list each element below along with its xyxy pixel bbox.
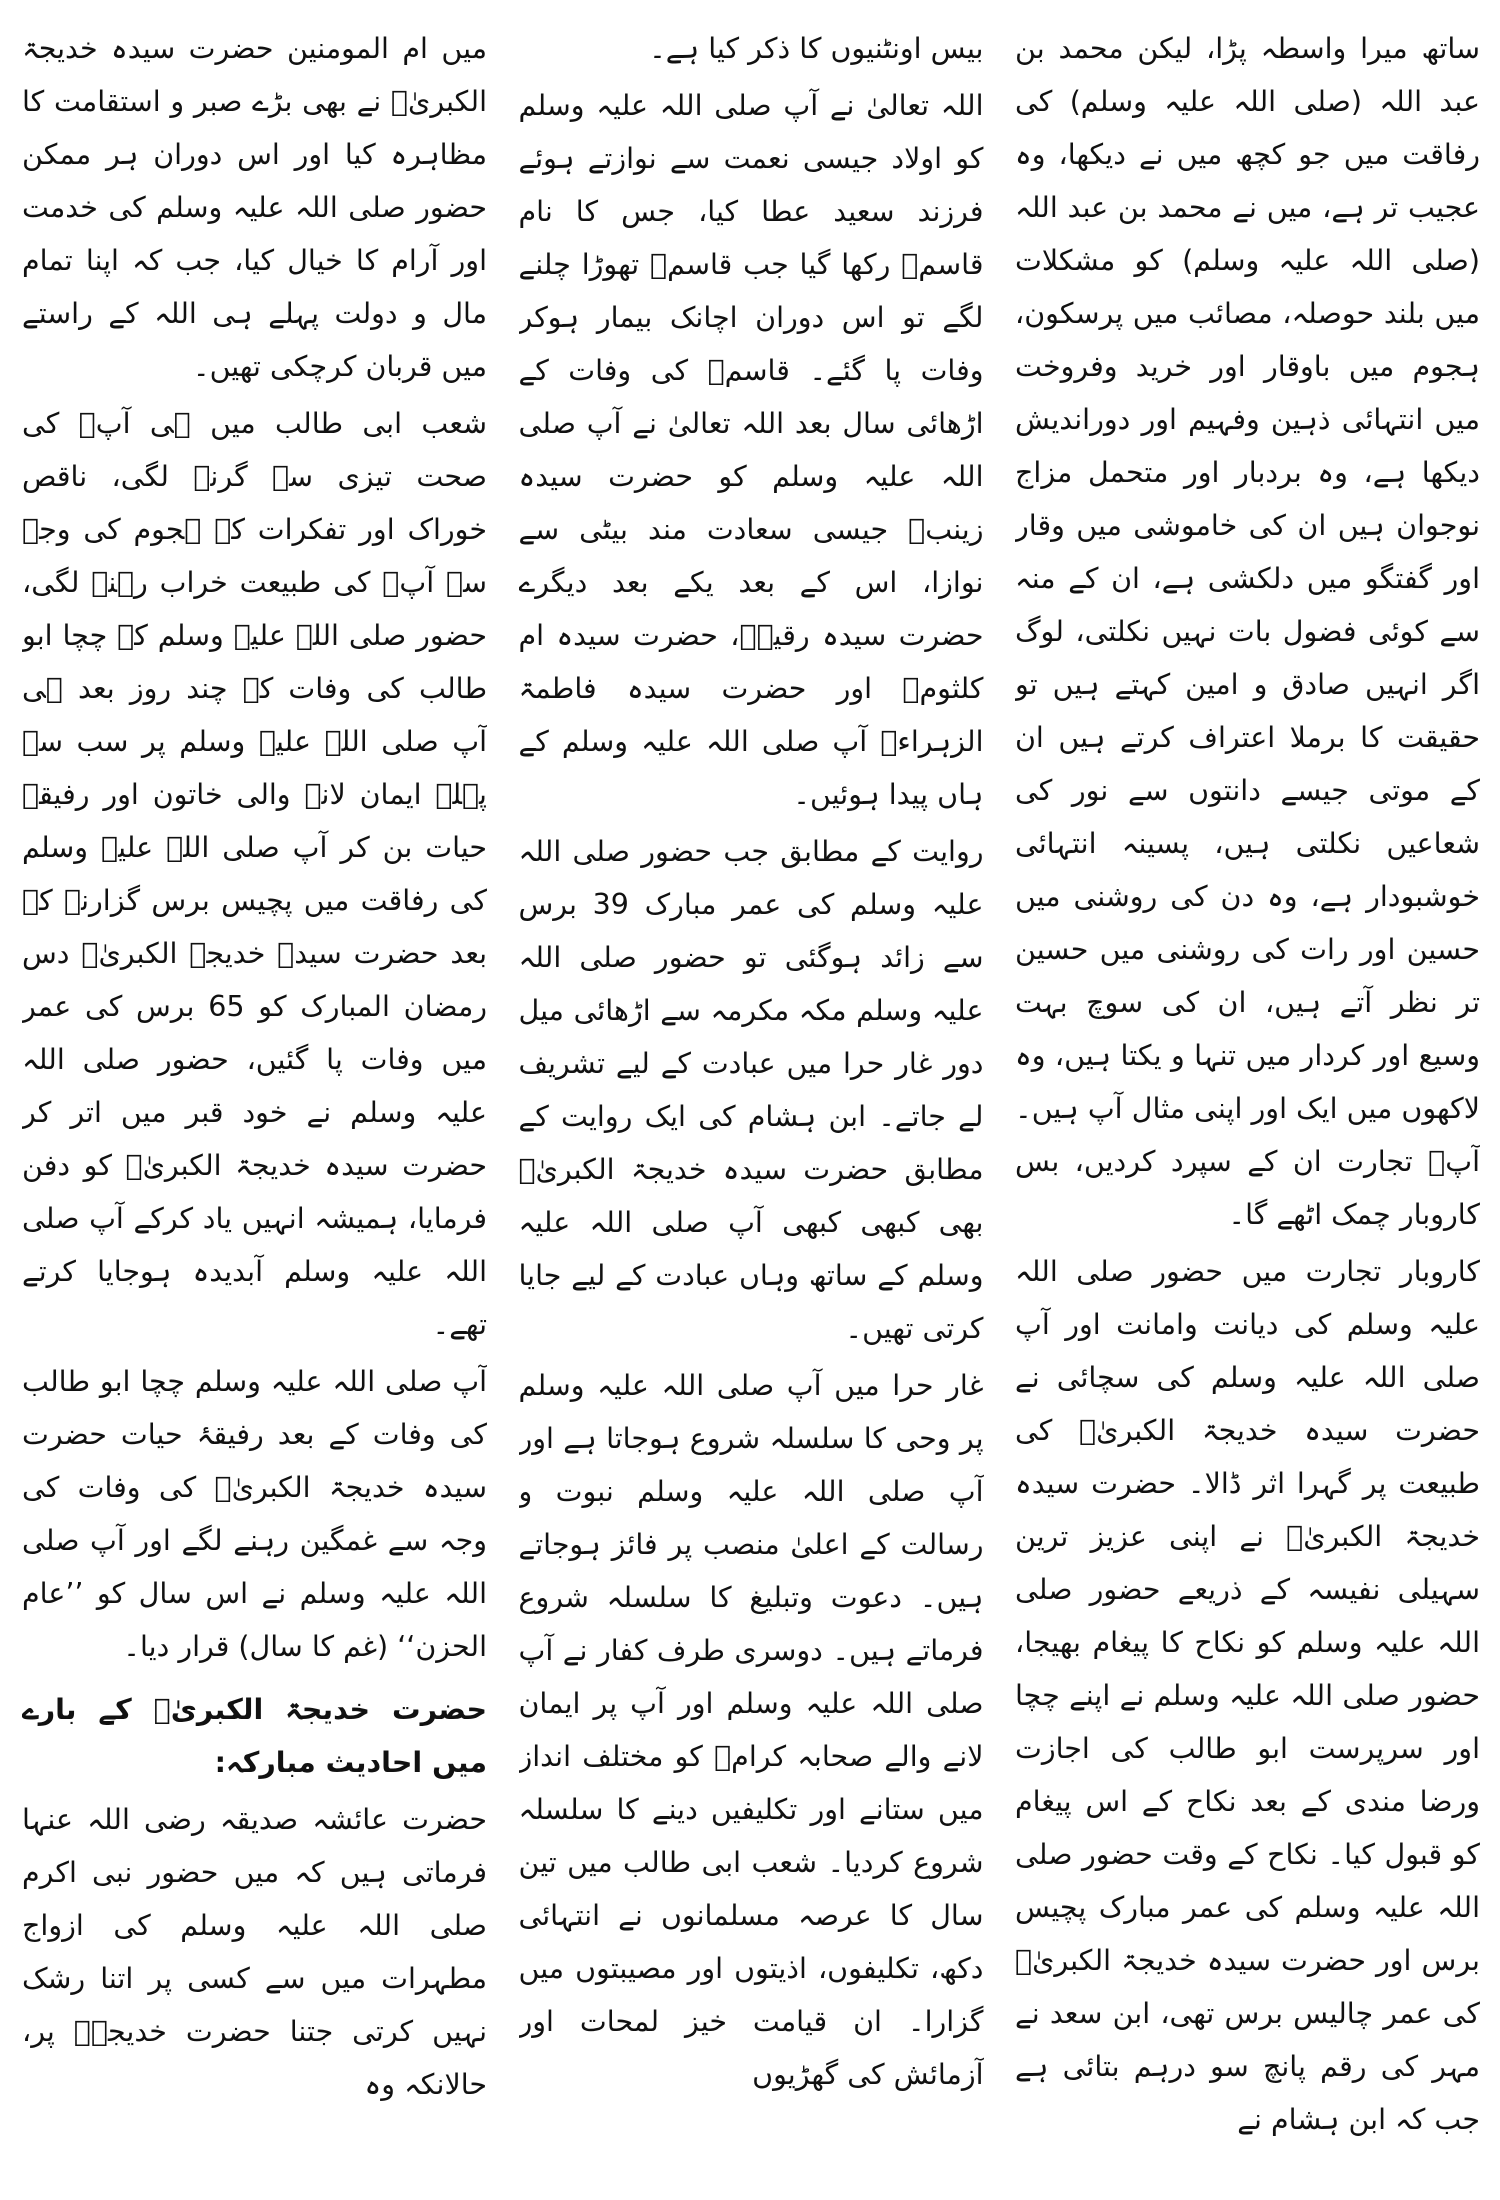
paragraph: حضرت عائشہ صدیقہ رضی اللہ عنہا فرماتی ہیں کہ میں حضور نبی اکرم صلی اللہ علیہ وسلم کی ازواج مطہرات میں سے کسی پر اتنا رشک نہیں کرتی جتنا حضرت خدیجہؓ پر، حالانکہ وہ [22,1803,487,2101]
paragraph: اللہ تعالیٰ نے آپ صلی اللہ علیہ وسلم کو اولاد جیسی نعمت سے نوازتے ہوئے فرزند سعید عطا کیا، جس کا نام قاسمؓ رکھا گیا جب قاسمؓ تھوڑا چلنے لگے تو اس دوران اچانک بیمار ہوکر وفات پا گئے۔ قاسمؓ کی وفات کے اڑھائی سال بعد اللہ تعالیٰ نے آپ صلی اللہ علیہ وسلم کو حضرت سیدہ زینبؓ جیسی سعادت مند بیٹی سے نوازا، اس کے بعد یکے بعد دیگرے حضرت سیدہ رقیہؓ، حضرت سیدہ ام کلثومؓ اور حضرت سیدہ فاطمۃ الزہراءؓ آپ صلی اللہ علیہ وسلم کے ہاں پیدا ہوئیں۔ [518,89,984,811]
article-column-right [1015,22,1480,2190]
section-heading: حضرت خدیجۃ الکبریٰؓ کے بارے میں احادیث مبارکہ: [22,1693,487,1779]
paragraph: روایت کے مطابق جب حضور صلی اللہ علیہ وسلم کی عمر مبارک 39 برس سے زائد ہوگئی تو حضور صلی اللہ علیہ وسلم مکہ مکرمہ سے اڑھائی میل دور غار حرا میں عبادت کے لیے تشریف لے جاتے۔ ابن ہشام کی ایک روایت کے مطابق حضرت سیدہ خدیجۃ الکبریٰؓ بھی کبھی کبھی آپ صلی اللہ علیہ وسلم کے ساتھ وہاں عبادت کے لیے جایا کرتی تھیں۔ [518,835,984,1345]
paragraph: آپ صلی اللہ علیہ وسلم چچا ابو طالب کی وفات کے بعد رفیقۂ حیات حضرت سیدہ خدیجۃ الکبریٰؓ کی وفات کی وجہ سے غمگین رہنے لگے اور آپ صلی اللہ علیہ وسلم نے اس سال کو ’’عام الحزن‘‘ (غم کا سال) قرار دیا۔ [22,1365,487,1663]
paragraph: میں ام المومنین حضرت سیدہ خدیجۃ الکبریٰؓ نے بھی بڑے صبر و استقامت کا مظاہرہ کیا اور اس دوران ہر ممکن حضور صلی اللہ علیہ وسلم کی خدمت اور آرام کا خیال کیا، جب کہ اپنا تمام مال و دولت پہلے ہی اللہ کے راستے میں قربان کرچکی تھیں۔ [22,32,487,383]
paragraph: غار حرا میں آپ صلی اللہ علیہ وسلم پر وحی کا سلسلہ شروع ہوجاتا ہے اور آپ صلی اللہ علیہ وسلم نبوت و رسالت کے اعلیٰ منصب پر فائز ہوجاتے ہیں۔ دعوت وتبلیغ کا سلسلہ شروع فرماتے ہیں۔ دوسری طرف کفار نے آپ صلی اللہ علیہ وسلم اور آپ پر ایمان لانے والے صحابہ کرامؓ کو مختلف انداز میں ستانے اور تکلیفیں دینے کا سلسلہ شروع کردیا۔ شعب ابی طالب میں تین سال کا عرصہ مسلمانوں نے انتہائی دکھ، تکلیفوں، اذیتوں اور مصیبتوں میں گزارا۔ ان قیامت خیز لمحات اور آزمائش کی گھڑیوں [518,1369,984,2091]
article-column-left [22,22,487,2190]
paragraph: بیس اونٹنیوں کا ذکر کیا ہے۔ [649,32,984,65]
article-column-middle [519,22,984,2190]
paragraph: شعب ابی طالب میں ہی آپؓ کی صحت تیزی سے گرنے لگی، ناقص خوراک اور تفکرات کے ہجوم کی وجہ سے آپؓ کی طبیعت خراب رہنے لگی، حضور صلی اللہ علیہ وسلم کے چچا ابو طالب کی وفات کے چند روز بعد ہی آپ صلی اللہ علیہ وسلم پر سب سے پہلے ایمان لانے والی خاتون اور رفیقۂ حیات بن کر آپ صلی اللہ علیہ وسلم کی رفاقت میں پچیس برس گزارنے کے بعد حضرت سیدہ خدیجۃ الکبریٰؓ دس رمضان المبارک کو 65 برس کی عمر میں وفات پا گئیں، حضور صلی اللہ علیہ وسلم نے خود قبر میں اتر کر حضرت سیدہ خدیجۃ الکبریٰؓ کو دفن فرمایا، ہمیشہ انہیں یاد کرکے آپ صلی اللہ علیہ وسلم آبدیدہ ہوجایا کرتے تھے۔ [22,407,487,1341]
paragraph: ساتھ میرا واسطہ پڑا، لیکن محمد بن عبد اللہ (صلی اللہ علیہ وسلم) کی رفاقت میں جو کچھ میں نے دیکھا، وہ عجیب تر ہے، میں نے محمد بن عبد اللہ (صلی اللہ علیہ وسلم) کو مشکلات میں بلند حوصلہ، مصائب میں پرسکون، ہجوم میں باوقار اور خرید وفروخت میں انتہائی ذہین وفہیم اور دوراندیش دیکھا ہے، وہ بردبار اور متحمل مزاج نوجوان ہیں ان کی خاموشی میں وقار اور گفتگو میں دلکشی ہے، ان کے منہ سے کوئی فضول بات نہیں نکلتی، لوگ اگر انہیں صادق و امین کہتے ہیں تو حقیقت کا برملا اعتراف کرتے ہیں ان کے موتی جیسے دانتوں سے نور کی شعاعیں نکلتی ہیں، پسینہ انتہائی خوشبودار ہے، وہ دن کی روشنی میں حسین اور رات کی روشنی میں حسین تر نظر آتے ہیں، ان کی سوچ بہت وسیع اور کردار میں تنہا و یکتا ہیں، وہ لاکھوں میں ایک اور اپنی مثال آپ ہیں۔ آپؓ تجارت ان کے سپرد کردیں، بس کاروبار چمک اٹھے گا۔ [1015,32,1480,1231]
paragraph: کاروبار تجارت میں حضور صلی اللہ علیہ وسلم کی دیانت وامانت اور آپ صلی اللہ علیہ وسلم کی سچائی نے حضرت سیدہ خدیجۃ الکبریٰؓ کی طبیعت پر گہرا اثر ڈالا۔ حضرت سیدہ خدیجۃ الکبریٰؓ نے اپنی عزیز ترین سہیلی نفیسہ کے ذریعے حضور صلی اللہ علیہ وسلم کو نکاح کا پیغام بھیجا، حضور صلی اللہ علیہ وسلم نے اپنے چچا اور سرپرست ابو طالب کی اجازت ورضا مندی کے بعد نکاح کے اس پیغام کو قبول کیا۔ نکاح کے وقت حضور صلی اللہ علیہ وسلم کی عمر مبارک پچیس برس اور حضرت سیدہ خدیجۃ الکبریٰؓ کی عمر چالیس برس تھی، ابن سعد نے مہر کی رقم پانچ سو درہم بتائی ہے جب کہ ابن ہشام نے [1015,1255,1480,2136]
